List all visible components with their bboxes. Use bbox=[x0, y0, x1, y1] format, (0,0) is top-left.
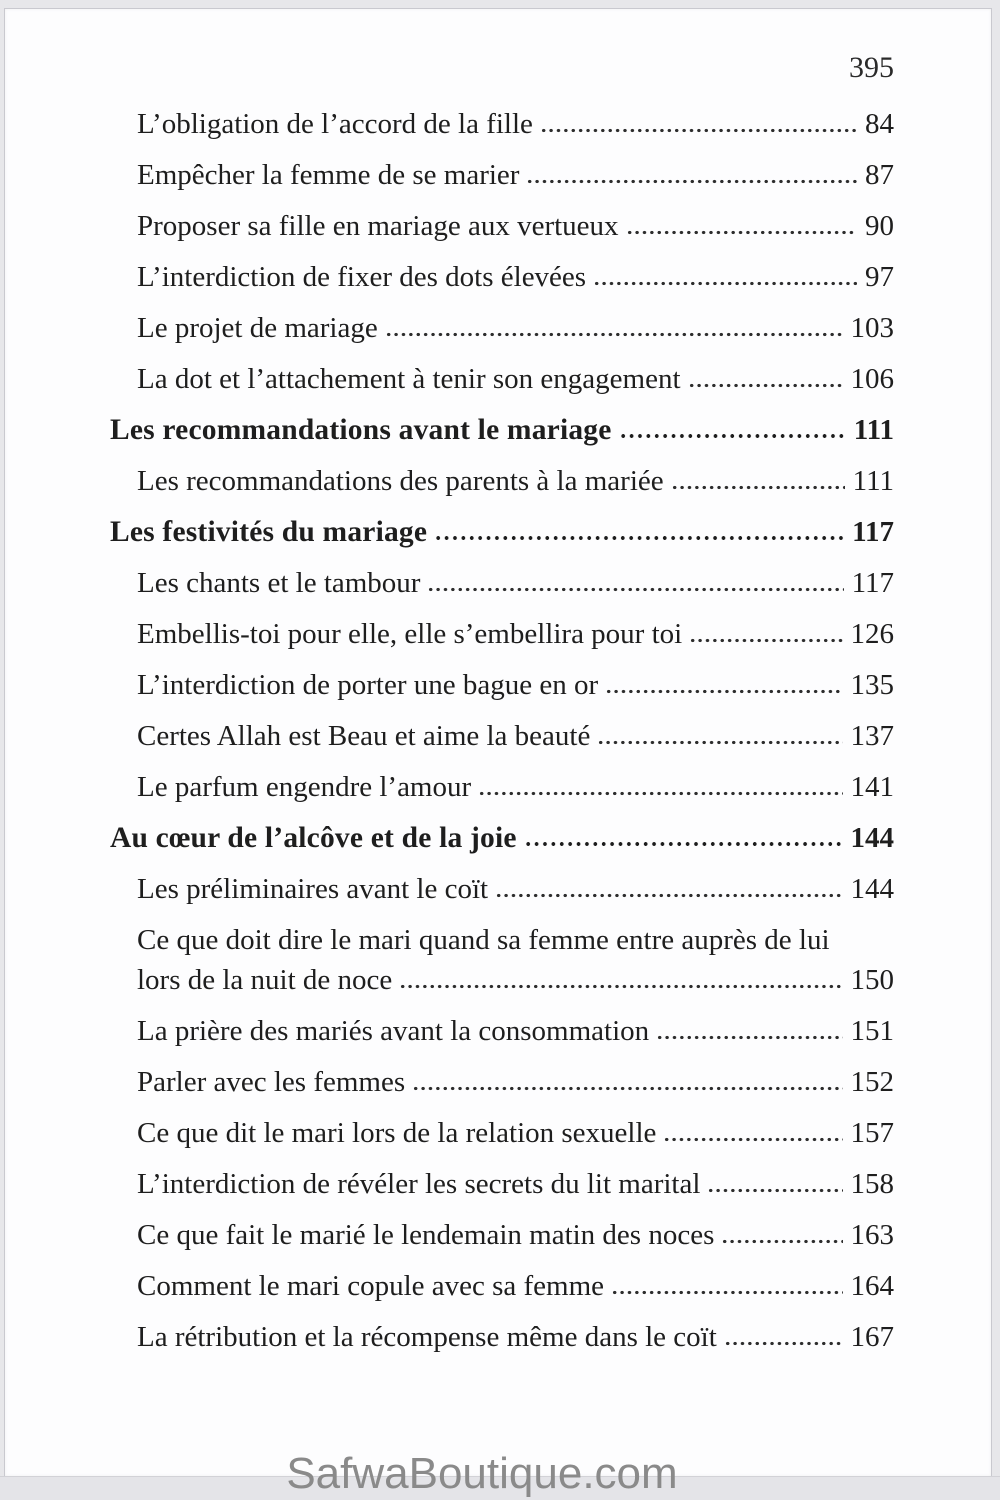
toc-row bbox=[110, 721, 894, 752]
dot-leader bbox=[671, 484, 845, 490]
toc-entry-title: lors de la nuit de noce bbox=[137, 964, 393, 996]
toc-row bbox=[110, 1322, 894, 1353]
toc-entry-title: Les festivités du mariage bbox=[110, 516, 428, 548]
toc-entry-page: 126 bbox=[850, 618, 894, 650]
toc-entry-page: 164 bbox=[850, 1270, 894, 1302]
toc-entry-page: 117 bbox=[851, 567, 894, 599]
toc-row bbox=[110, 568, 894, 599]
book-page bbox=[4, 8, 992, 1477]
toc-row bbox=[110, 1271, 894, 1302]
dot-leader bbox=[707, 1187, 842, 1193]
toc-row bbox=[110, 262, 894, 293]
page-number: 395 bbox=[849, 51, 894, 84]
dot-leader bbox=[524, 840, 843, 847]
toc-entry-page: 158 bbox=[850, 1168, 894, 1200]
toc-entry-title: Ce que fait le marié le lendemain matin des noces bbox=[137, 1219, 715, 1251]
toc-entry-page: 152 bbox=[850, 1066, 894, 1098]
watermark: SafwaBoutique.com bbox=[286, 1449, 678, 1498]
dot-leader bbox=[626, 229, 857, 235]
toc-entry-title: Les chants et le tambour bbox=[137, 567, 421, 599]
toc-row bbox=[110, 772, 894, 803]
toc-entry-title: Empêcher la femme de se marier bbox=[137, 159, 520, 191]
dot-leader bbox=[688, 382, 843, 388]
toc-entry-page: 135 bbox=[850, 669, 894, 701]
toc-entry-title: Embellis-toi pour elle, elle s’embellira pour toi bbox=[137, 618, 683, 650]
toc-entry-page: 163 bbox=[850, 1219, 894, 1251]
toc-row bbox=[110, 109, 894, 140]
toc-row bbox=[110, 823, 894, 854]
toc-entry-page: 151 bbox=[850, 1015, 894, 1047]
toc-entry-title: Les recommandations avant le mariage bbox=[110, 414, 612, 446]
toc-row bbox=[110, 517, 894, 548]
toc-entry-page: 111 bbox=[853, 414, 894, 446]
dot-leader bbox=[478, 790, 842, 796]
toc-entry-page: 150 bbox=[850, 964, 894, 996]
dot-leader bbox=[540, 127, 857, 133]
toc-entry-title: Proposer sa fille en mariage aux vertueux bbox=[137, 210, 619, 242]
toc-row bbox=[110, 925, 894, 956]
dot-leader bbox=[427, 586, 843, 592]
toc-row bbox=[110, 211, 894, 242]
toc-entry-page: 137 bbox=[850, 720, 894, 752]
toc-entry-page: 97 bbox=[865, 261, 894, 293]
toc-entry-title: Les préliminaires avant le coït bbox=[137, 873, 489, 905]
toc-entry-title: Certes Allah est Beau et aime la beauté bbox=[137, 720, 591, 752]
toc-entry-title: Comment le mari copule avec sa femme bbox=[137, 1270, 605, 1302]
toc-entry-title: Le parfum engendre l’amour bbox=[137, 771, 472, 803]
dot-leader bbox=[721, 1238, 842, 1244]
toc-entry-title: L’obligation de l’accord de la fille bbox=[137, 108, 533, 140]
toc-row bbox=[110, 415, 894, 446]
toc-entry-page: 87 bbox=[865, 159, 894, 191]
table-of-contents bbox=[110, 109, 894, 1373]
dot-leader bbox=[412, 1085, 842, 1091]
dot-leader bbox=[663, 1136, 842, 1142]
toc-row bbox=[110, 670, 894, 701]
toc-entry-title: L’interdiction de fixer des dots élevées bbox=[137, 261, 587, 293]
toc-row bbox=[110, 364, 894, 395]
toc-entry-page: 106 bbox=[850, 363, 894, 395]
toc-entry-title: Ce que doit dire le mari quand sa femme entre auprès de lui bbox=[137, 924, 830, 956]
toc-entry-page: 90 bbox=[865, 210, 894, 242]
toc-entry-title: La prière des mariés avant la consommation bbox=[137, 1015, 650, 1047]
toc-entry-title: Les recommandations des parents à la mariée bbox=[137, 465, 664, 497]
dot-leader bbox=[526, 178, 857, 184]
toc-row bbox=[110, 313, 894, 344]
toc-entry-page: 141 bbox=[850, 771, 894, 803]
dot-leader bbox=[597, 739, 842, 745]
toc-entry-page: 111 bbox=[852, 465, 894, 497]
toc-row bbox=[110, 160, 894, 191]
dot-leader bbox=[495, 892, 842, 898]
dot-leader bbox=[619, 432, 846, 439]
toc-row bbox=[110, 1016, 894, 1047]
toc-entry-title: La rétribution et la récompense même dans le coït bbox=[137, 1321, 717, 1353]
toc-row bbox=[110, 874, 894, 905]
dot-leader bbox=[385, 331, 843, 337]
dot-leader bbox=[434, 534, 844, 541]
toc-entry-title: Ce que dit le mari lors de la relation sexuelle bbox=[137, 1117, 657, 1149]
dot-leader bbox=[611, 1289, 842, 1295]
toc-entry-page: 144 bbox=[850, 822, 894, 854]
toc-entry-page: 157 bbox=[850, 1117, 894, 1149]
toc-row bbox=[110, 619, 894, 650]
toc-entry-title: Au cœur de l’alcôve et de la joie bbox=[110, 822, 517, 854]
toc-entry-title: La dot et l’attachement à tenir son engagement bbox=[137, 363, 681, 395]
toc-entry-page: 103 bbox=[850, 312, 894, 344]
toc-row bbox=[110, 1169, 894, 1200]
toc-entry-title: L’interdiction de révéler les secrets du lit marital bbox=[137, 1168, 701, 1200]
dot-leader bbox=[656, 1034, 842, 1040]
toc-entry-title: Le projet de mariage bbox=[137, 312, 378, 344]
dot-leader bbox=[605, 688, 842, 694]
toc-entry-page: 167 bbox=[850, 1321, 894, 1353]
dot-leader bbox=[399, 983, 842, 989]
dot-leader bbox=[593, 280, 857, 286]
toc-row bbox=[110, 1118, 894, 1149]
toc-row bbox=[110, 466, 894, 497]
dot-leader bbox=[724, 1340, 843, 1346]
toc-row bbox=[110, 1067, 894, 1098]
toc-entry-page: 84 bbox=[865, 108, 894, 140]
toc-entry-page: 117 bbox=[852, 516, 894, 548]
dot-leader bbox=[689, 637, 842, 643]
toc-row bbox=[110, 1220, 894, 1251]
toc-entry-title: L’interdiction de porter une bague en or bbox=[137, 669, 599, 701]
toc-entry-title: Parler avec les femmes bbox=[137, 1066, 406, 1098]
toc-entry-page: 144 bbox=[850, 873, 894, 905]
toc-row bbox=[110, 965, 894, 996]
